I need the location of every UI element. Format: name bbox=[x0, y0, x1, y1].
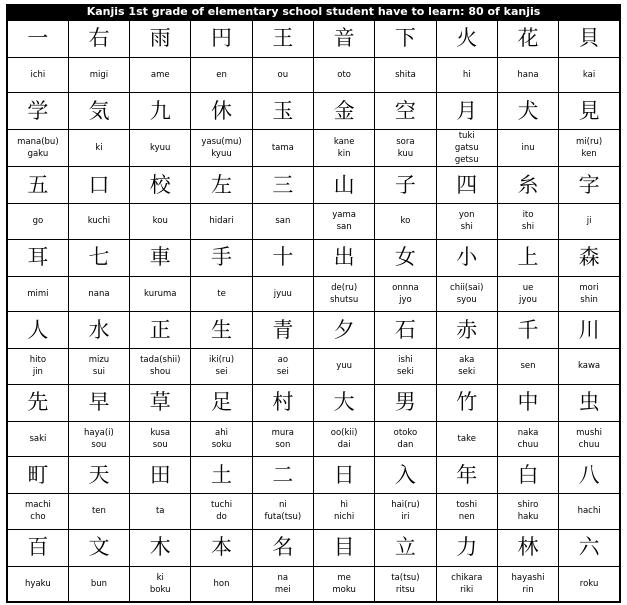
kanji-cell: 字 bbox=[559, 167, 620, 204]
kanji-cell: 火 bbox=[436, 20, 497, 57]
reading-cell: machi cho bbox=[7, 494, 68, 530]
kanji-cell: 文 bbox=[68, 529, 129, 566]
reading-cell: me moku bbox=[313, 566, 374, 602]
reading-cell: hachi bbox=[559, 494, 620, 530]
kanji-cell: 上 bbox=[497, 239, 558, 276]
kanji-cell: 草 bbox=[130, 384, 191, 421]
kanji-cell: 竹 bbox=[436, 384, 497, 421]
kanji-cell: 日 bbox=[313, 457, 374, 494]
kanji-cell: 川 bbox=[559, 312, 620, 349]
reading-cell: kai bbox=[559, 57, 620, 93]
reading-cell: ki boku bbox=[130, 566, 191, 602]
kanji-cell: 千 bbox=[497, 312, 558, 349]
reading-cell: na mei bbox=[252, 566, 313, 602]
reading-cell: hito jin bbox=[7, 349, 68, 385]
kanji-cell: 四 bbox=[436, 167, 497, 204]
reading-cell: aka seki bbox=[436, 349, 497, 385]
reading-cell: ta bbox=[130, 494, 191, 530]
kanji-cell: 下 bbox=[375, 20, 436, 57]
kanji-cell: 子 bbox=[375, 167, 436, 204]
kanji-cell: 山 bbox=[313, 167, 374, 204]
kanji-cell: 青 bbox=[252, 312, 313, 349]
kanji-cell: 金 bbox=[313, 93, 374, 130]
kanji-cell: 百 bbox=[7, 529, 68, 566]
kanji-cell: 虫 bbox=[559, 384, 620, 421]
kanji-cell: 早 bbox=[68, 384, 129, 421]
reading-cell: iki(ru) sei bbox=[191, 349, 252, 385]
kanji-cell: 九 bbox=[130, 93, 191, 130]
kanji-cell: 玉 bbox=[252, 93, 313, 130]
reading-cell: ichi bbox=[7, 57, 68, 93]
reading-row bbox=[7, 566, 620, 602]
reading-cell: shiro haku bbox=[497, 494, 558, 530]
kanji-cell: 町 bbox=[7, 457, 68, 494]
kanji-cell: 耳 bbox=[7, 239, 68, 276]
kanji-row bbox=[7, 93, 620, 130]
kanji-cell: 雨 bbox=[130, 20, 191, 57]
kanji-cell: 王 bbox=[252, 20, 313, 57]
reading-cell: otoko dan bbox=[375, 421, 436, 457]
reading-cell: tama bbox=[252, 130, 313, 167]
reading-cell: hana bbox=[497, 57, 558, 93]
reading-cell: ue jyou bbox=[497, 276, 558, 312]
kanji-cell: 六 bbox=[559, 529, 620, 566]
kanji-cell: 口 bbox=[68, 167, 129, 204]
reading-cell: bun bbox=[68, 566, 129, 602]
kanji-cell: 入 bbox=[375, 457, 436, 494]
kanji-cell: 小 bbox=[436, 239, 497, 276]
kanji-cell: 村 bbox=[252, 384, 313, 421]
reading-cell: tuki gatsu getsu bbox=[436, 130, 497, 167]
reading-cell: kane kin bbox=[313, 130, 374, 167]
kanji-cell: 田 bbox=[130, 457, 191, 494]
reading-cell: go bbox=[7, 204, 68, 240]
reading-cell: kuruma bbox=[130, 276, 191, 312]
kanji-cell: 手 bbox=[191, 239, 252, 276]
kanji-cell: 人 bbox=[7, 312, 68, 349]
reading-cell: kuchi bbox=[68, 204, 129, 240]
kanji-cell: 左 bbox=[191, 167, 252, 204]
reading-cell: kawa bbox=[559, 349, 620, 385]
kanji-row bbox=[7, 167, 620, 204]
reading-row bbox=[7, 421, 620, 457]
reading-row bbox=[7, 204, 620, 240]
reading-cell: san bbox=[252, 204, 313, 240]
reading-cell: tuchi do bbox=[191, 494, 252, 530]
kanji-cell: 七 bbox=[68, 239, 129, 276]
kanji-cell: 目 bbox=[313, 529, 374, 566]
reading-cell: en bbox=[191, 57, 252, 93]
reading-cell: hai(ru) iri bbox=[375, 494, 436, 530]
kanji-cell: 生 bbox=[191, 312, 252, 349]
kanji-row bbox=[7, 384, 620, 421]
reading-cell: hon bbox=[191, 566, 252, 602]
reading-cell: mushi chuu bbox=[559, 421, 620, 457]
kanji-cell: 年 bbox=[436, 457, 497, 494]
kanji-cell: 十 bbox=[252, 239, 313, 276]
kanji-cell: 本 bbox=[191, 529, 252, 566]
kanji-cell: 花 bbox=[497, 20, 558, 57]
reading-row bbox=[7, 130, 620, 167]
reading-cell: nana bbox=[68, 276, 129, 312]
kanji-cell: 天 bbox=[68, 457, 129, 494]
reading-cell: yasu(mu) kyuu bbox=[191, 130, 252, 167]
reading-cell: mizu sui bbox=[68, 349, 129, 385]
kanji-cell: 貝 bbox=[559, 20, 620, 57]
kanji-cell: 足 bbox=[191, 384, 252, 421]
reading-cell: hidari bbox=[191, 204, 252, 240]
kanji-cell: 石 bbox=[375, 312, 436, 349]
kanji-cell: 三 bbox=[252, 167, 313, 204]
kanji-cell: 先 bbox=[7, 384, 68, 421]
reading-cell: hi nichi bbox=[313, 494, 374, 530]
reading-cell: haya(i) sou bbox=[68, 421, 129, 457]
kanji-cell: 円 bbox=[191, 20, 252, 57]
reading-cell: hyaku bbox=[7, 566, 68, 602]
reading-cell: ji bbox=[559, 204, 620, 240]
reading-cell: ten bbox=[68, 494, 129, 530]
kanji-cell: 出 bbox=[313, 239, 374, 276]
reading-cell: ame bbox=[130, 57, 191, 93]
kanji-row bbox=[7, 20, 620, 57]
reading-row bbox=[7, 494, 620, 530]
reading-cell: take bbox=[436, 421, 497, 457]
page-title: Kanjis 1st grade of elementary school student have to learn: 80 of kanjis bbox=[6, 4, 621, 19]
reading-cell: oto bbox=[313, 57, 374, 93]
reading-cell: migi bbox=[68, 57, 129, 93]
reading-cell: shita bbox=[375, 57, 436, 93]
reading-cell: ta(tsu) ritsu bbox=[375, 566, 436, 602]
reading-cell: hi bbox=[436, 57, 497, 93]
kanji-cell: 空 bbox=[375, 93, 436, 130]
kanji-table-body bbox=[7, 20, 620, 602]
reading-cell: ishi seki bbox=[375, 349, 436, 385]
reading-cell: kyuu bbox=[130, 130, 191, 167]
reading-cell: saki bbox=[7, 421, 68, 457]
kanji-cell: 休 bbox=[191, 93, 252, 130]
reading-cell: yuu bbox=[313, 349, 374, 385]
kanji-row bbox=[7, 529, 620, 566]
kanji-cell: 八 bbox=[559, 457, 620, 494]
reading-row bbox=[7, 57, 620, 93]
kanji-cell: 音 bbox=[313, 20, 374, 57]
kanji-cell: 五 bbox=[7, 167, 68, 204]
reading-cell: tada(shii) shou bbox=[130, 349, 191, 385]
kanji-cell: 大 bbox=[313, 384, 374, 421]
reading-row bbox=[7, 276, 620, 312]
kanji-row bbox=[7, 457, 620, 494]
reading-cell: yon shi bbox=[436, 204, 497, 240]
reading-cell: jyuu bbox=[252, 276, 313, 312]
reading-cell: de(ru) shutsu bbox=[313, 276, 374, 312]
reading-cell: sora kuu bbox=[375, 130, 436, 167]
reading-row bbox=[7, 349, 620, 385]
reading-cell: inu bbox=[497, 130, 558, 167]
kanji-cell: 夕 bbox=[313, 312, 374, 349]
reading-cell: ito shi bbox=[497, 204, 558, 240]
reading-cell: yama san bbox=[313, 204, 374, 240]
kanji-row bbox=[7, 312, 620, 349]
reading-cell: mimi bbox=[7, 276, 68, 312]
reading-cell: mana(bu) gaku bbox=[7, 130, 68, 167]
kanji-cell: 月 bbox=[436, 93, 497, 130]
kanji-cell: 中 bbox=[497, 384, 558, 421]
kanji-cell: 白 bbox=[497, 457, 558, 494]
reading-cell: kou bbox=[130, 204, 191, 240]
kanji-cell: 名 bbox=[252, 529, 313, 566]
kanji-cell: 女 bbox=[375, 239, 436, 276]
kanji-cell: 木 bbox=[130, 529, 191, 566]
reading-cell: ahi soku bbox=[191, 421, 252, 457]
kanji-cell: 気 bbox=[68, 93, 129, 130]
reading-cell: chikara riki bbox=[436, 566, 497, 602]
reading-cell: toshi nen bbox=[436, 494, 497, 530]
reading-cell: te bbox=[191, 276, 252, 312]
kanji-cell: 赤 bbox=[436, 312, 497, 349]
reading-cell: kusa sou bbox=[130, 421, 191, 457]
kanji-cell: 森 bbox=[559, 239, 620, 276]
reading-cell: hayashi rin bbox=[497, 566, 558, 602]
reading-cell: naka chuu bbox=[497, 421, 558, 457]
kanji-cell: 一 bbox=[7, 20, 68, 57]
kanji-table bbox=[6, 19, 621, 603]
kanji-cell: 犬 bbox=[497, 93, 558, 130]
kanji-cell: 見 bbox=[559, 93, 620, 130]
kanji-row bbox=[7, 239, 620, 276]
reading-cell: ki bbox=[68, 130, 129, 167]
kanji-cell: 力 bbox=[436, 529, 497, 566]
reading-cell: onnna jyo bbox=[375, 276, 436, 312]
reading-cell: chii(sai) syou bbox=[436, 276, 497, 312]
reading-cell: mi(ru) ken bbox=[559, 130, 620, 167]
kanji-cell: 二 bbox=[252, 457, 313, 494]
kanji-cell: 車 bbox=[130, 239, 191, 276]
reading-cell: ko bbox=[375, 204, 436, 240]
reading-cell: mura son bbox=[252, 421, 313, 457]
kanji-cell: 林 bbox=[497, 529, 558, 566]
kanji-cell: 水 bbox=[68, 312, 129, 349]
kanji-cell: 正 bbox=[130, 312, 191, 349]
kanji-cell: 糸 bbox=[497, 167, 558, 204]
kanji-cell: 土 bbox=[191, 457, 252, 494]
reading-cell: mori shin bbox=[559, 276, 620, 312]
reading-cell: roku bbox=[559, 566, 620, 602]
reading-cell: sen bbox=[497, 349, 558, 385]
kanji-cell: 右 bbox=[68, 20, 129, 57]
reading-cell: ni futa(tsu) bbox=[252, 494, 313, 530]
kanji-cell: 学 bbox=[7, 93, 68, 130]
kanji-cell: 校 bbox=[130, 167, 191, 204]
reading-cell: ao sei bbox=[252, 349, 313, 385]
kanji-cell: 立 bbox=[375, 529, 436, 566]
kanji-cell: 男 bbox=[375, 384, 436, 421]
reading-cell: oo(kii) dai bbox=[313, 421, 374, 457]
reading-cell: ou bbox=[252, 57, 313, 93]
